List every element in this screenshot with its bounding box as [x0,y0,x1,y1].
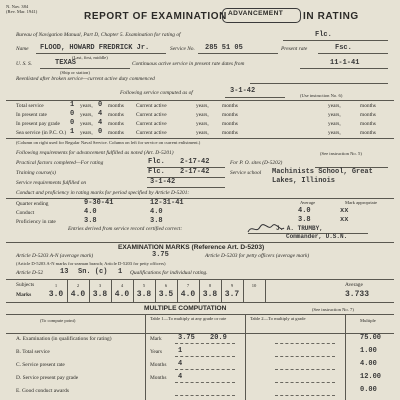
subject-number: 7 [186,283,190,288]
article-b-label: Article D-5203 for petty officers (average mark) [205,253,310,259]
subject-number: 5 [142,283,146,288]
mc-mark-value: 4 [178,373,183,381]
subject-number: 8 [208,283,212,288]
service-no-value: 285 51 05 [205,44,243,52]
conduct-col1: 9-30-41 [84,199,114,207]
mc-multiple: 75.00 [360,334,382,342]
current-years-word: years, [196,112,209,118]
form-id-line1: N. Nav. 384 [6,4,29,9]
mc-factor: 20.9 [210,334,227,342]
mc-multiple: 12.00 [360,373,382,381]
subject-mark: 3.8 [92,290,108,299]
subject-number: 2 [76,283,80,288]
report-title [84,11,227,22]
conduct-row-label: Conduct [16,210,35,216]
current-years-word: years, [196,103,209,109]
years-word: years, [80,103,93,109]
training-date: 2-17-42 [180,168,210,176]
service-row-label: In present rate [16,112,47,118]
article-note: (Article D-5203 A-N marks for seaman branch; Article D-5203 for petty officers) [16,261,166,266]
name-label: Name [16,46,29,52]
right-years-word: years, [328,112,341,118]
current-active-label: Current active [136,103,167,109]
training-label: Training course(s) [16,170,56,176]
right-months-word: months [360,103,376,109]
current-years-word: years, [196,130,209,136]
subject-number: 1 [54,283,58,288]
reenlist-text: Reenlisted after broken service—current active duty commenced [16,76,155,82]
service-row-label: Sea service (in P.C. O.) [16,130,67,136]
current-months-word: months [222,121,238,127]
conduct-header: Conduct and proficiency in rating marks for period specified by Article D-5201: [16,190,190,196]
subject-number: 4 [120,283,124,288]
right-years-word: years, [328,130,341,136]
mc-col1-header: (To compute point) [40,318,76,323]
d5201-val2: Sn. (c) [78,268,108,276]
conduct-col2: 12-31-41 [150,199,184,207]
months-word: months [108,121,124,127]
training-rating: Flc. [148,168,165,176]
signature-title: Commander, U.S.N. [286,233,348,240]
right-months-word: months [360,121,376,127]
conduct-row-label: Quarter ending [16,201,49,207]
service-months: 4 [98,110,103,118]
right-months-word: months [360,130,376,136]
signature-name: J. A. TRUMBY, [276,225,323,232]
average-mark: 3.733 [345,290,370,299]
months-word: months [108,130,124,136]
current-months-word: months [222,103,238,109]
prof-mark-x: xx [340,216,349,224]
form-number [6,4,37,14]
multiple-note: (See instruction No. 7) [312,307,354,312]
ship-value: TEXAS [55,59,77,67]
conduct-col2: 4.0 [150,208,163,216]
mc-multiple: 0.00 [360,386,377,394]
continuous-service-date: 11-1-41 [330,59,360,67]
current-months-word: months [222,130,238,136]
fpo-label: For P. O. sites (D-5202) [230,160,283,166]
years-word: years, [80,130,93,136]
present-rate-label: Present rate [281,46,308,52]
subject-number: 9 [230,283,234,288]
d5201-rest: Qualifications for individual rating. [130,270,208,276]
article-a-value: 3.75 [152,251,169,259]
mc-col3-header: Table 2—To multiply at grade [250,316,306,321]
mc-row-label: D. Service present pay grade [16,375,79,381]
subject-mark: 3.0 [48,290,64,299]
service-row-label: In present pay grade [16,121,60,127]
subject-number: 6 [164,283,168,288]
service-req-label: Service requirements fulfilled on [16,180,87,186]
conduct-col1: 3.8 [84,217,97,225]
mc-multiple: 4.00 [360,360,377,368]
title-badge: ADVANCEMENT [228,10,284,17]
average-label: Average [300,200,316,205]
service-months: 0 [98,101,103,109]
service-row-label: Total service [16,103,44,109]
subjects-label: Subjects [16,282,35,288]
service-months: 4 [98,119,103,127]
mc-mark-value: 4 [178,360,183,368]
conduct-row-label: Proficiency in rate [16,219,56,225]
bureau-line: Bureau of Navigation Manual, Part D, Chapter 5. Examination for rating of [16,32,181,38]
d5201-val1: 13 [60,268,69,276]
requirements-note: (See instruction No. 5) [320,151,362,156]
service-note: (Use instruction No. 6) [300,93,343,98]
right-months-word: months [360,112,376,118]
service-years: 0 [70,110,75,118]
following-service-date: 3-1-42 [230,87,256,95]
service-years: 1 [70,101,75,109]
subject-mark: 4.0 [114,290,130,299]
service-years: 0 [70,119,75,127]
school-value: Machinists School, Great Lakes, Illinois [272,168,373,185]
mc-mark-label: Years [150,349,163,355]
mc-row-label: B. Total service [16,349,50,355]
name-caption: (Last, first, middle) [72,55,108,60]
requirements-header: Following requirements for advancement fulfilled as noted (Art. D-5201) [16,150,174,156]
months-word: months [108,103,124,109]
right-years-word: years, [328,121,341,127]
current-active-label: Current active [136,121,167,127]
mc-col4-header: Multiple [360,318,376,323]
practical-label: Practical factors completed—For rating [16,160,104,166]
practical-rating: Flc. [148,158,165,166]
subject-number: 10 [251,283,257,288]
mc-mark-value: 3.75 [178,334,195,342]
title-right: IN RATING [303,11,359,22]
subject-mark: 3.7 [224,290,240,299]
average-col-label: Average [345,282,363,288]
current-years-word: years, [196,121,209,127]
right-years-word: years, [328,103,341,109]
practical-date: 2-17-42 [180,158,210,166]
article-a-label: Article D-5203 A-N (average mark) [16,253,94,259]
continuous-service-label: Continuous active service in present rate dates from [132,61,245,67]
mc-multiple: 1.00 [360,347,377,355]
school-label: Service school [230,170,262,176]
service-no-label: Service No. [170,46,195,52]
current-active-label: Current active [136,112,167,118]
months-word: months [108,112,124,118]
present-rate-value: Fsc. [335,44,352,52]
current-months-word: months [222,112,238,118]
following-service-label: Following service computed as of [120,90,193,96]
service-years: 1 [70,128,75,136]
service-months: 0 [98,128,103,136]
name-value: FLOOD, HOWARD FREDRICK Jr. [40,44,150,52]
service-table-footnote: (Column on right used for Regular Naval Service. Column on left for service on current enlistment.) [16,140,201,145]
mc-row-label: E. Good conduct awards [16,388,69,394]
current-active-label: Current active [136,130,167,136]
avg-conduct-value: 4.0 [298,207,311,215]
subject-mark: 3.8 [136,290,152,299]
exam-rating-value: Flc. [315,31,332,39]
entries-certified: Entries derived from service record certified correct: [68,226,183,232]
avg-prof-value: 3.8 [298,216,311,224]
marks-label: Marks [16,292,32,298]
mc-mark-label: Mark [150,336,162,342]
mc-mark-label: Months [150,362,167,368]
mc-col2-header: Table 1—To multiply at any grade or rate [150,316,227,321]
mc-row-label: C. Service present rate [16,362,65,368]
subject-mark: 4.0 [180,290,196,299]
subject-number: 3 [98,283,102,288]
conduct-col1: 4.0 [84,208,97,216]
conduct-col2: 3.8 [150,217,163,225]
title-left: REPORT OF EXAMINATION [84,11,227,22]
subject-mark: 4.0 [70,290,86,299]
subject-mark: 3.8 [202,290,218,299]
conduct-mark-x: xx [340,207,349,215]
form-id-line2: (Rev. Mar. 1941) [6,9,38,14]
d5201-val3: 1 [118,268,123,276]
d5201-label: Article D-52 [16,270,44,276]
multiple-header: MULTIPLE COMPUTATION [144,305,227,312]
subject-mark: 3.5 [158,290,174,299]
mc-mark-value: 1 [178,347,183,355]
approved-label: Mark appropriate [345,200,378,205]
mc-mark-label: Months [150,375,167,381]
years-word: years, [80,112,93,118]
service-req-date: 3-1-42 [150,178,176,186]
ship-label: U. S. S. [16,61,33,67]
mc-row-label: A. Examination (in qualifications for rating) [16,336,112,342]
years-word: years, [80,121,93,127]
ship-caption: (Ship or station) [60,70,90,75]
exam-marks-header: EXAMINATION MARKS (Reference Art. D-5203) [118,244,265,251]
